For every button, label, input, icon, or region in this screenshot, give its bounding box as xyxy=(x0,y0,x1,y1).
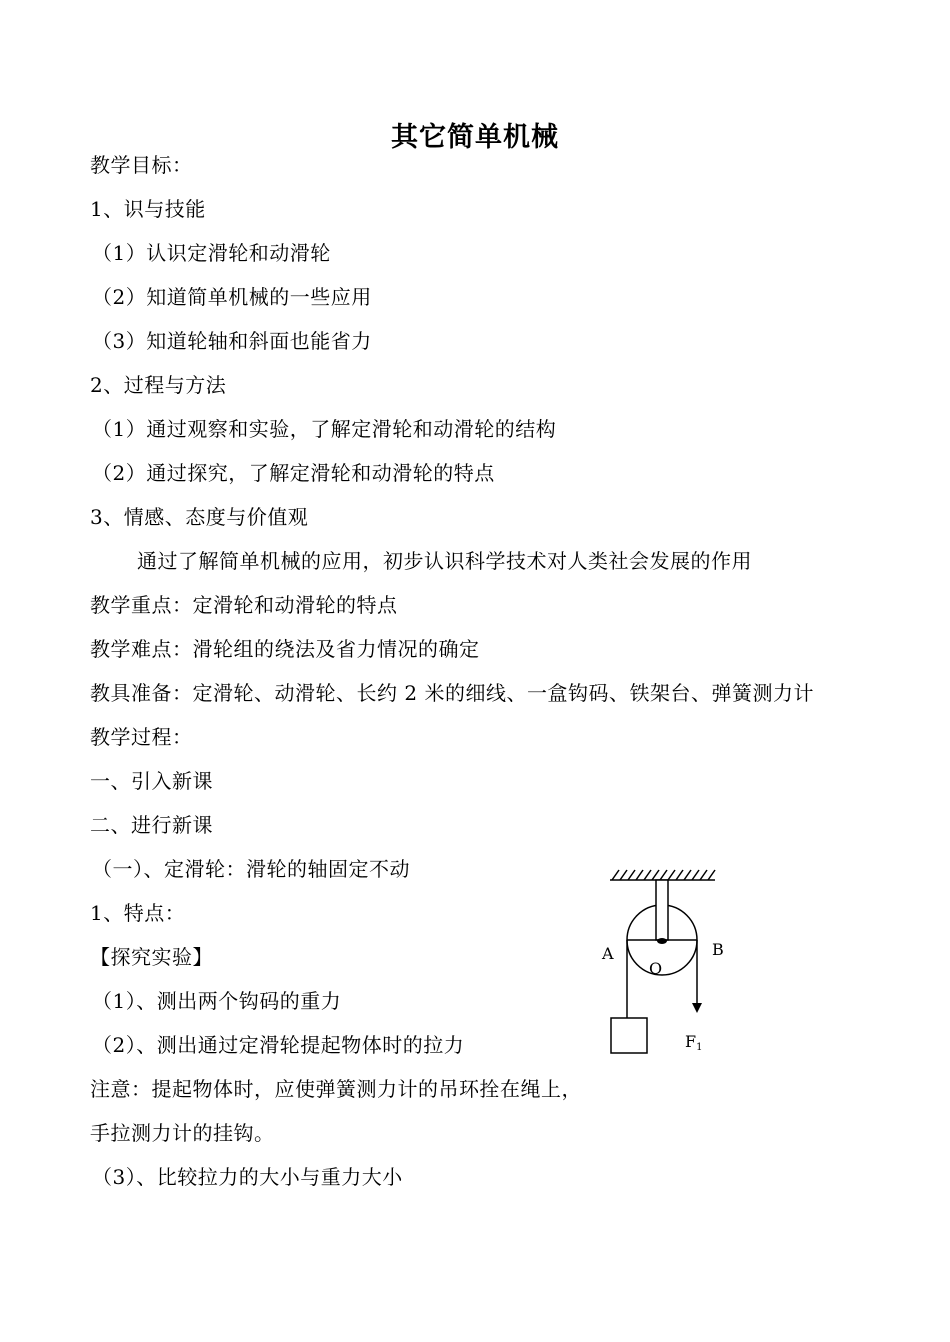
experiment-heading: 【探究实验】 xyxy=(90,945,213,969)
experiment-note: 注意：提起物体时，应使弹簧测力计的吊环拴在绳上， xyxy=(90,1077,582,1101)
fixed-pulley-diagram xyxy=(595,855,730,1070)
objective-heading-process: 2、过程与方法 xyxy=(90,373,227,397)
pulley-axle xyxy=(657,938,667,944)
force-label-subscript: 1 xyxy=(696,1042,703,1053)
section-heading-process: 教学过程： xyxy=(90,725,193,749)
force-arrow-head xyxy=(692,1003,702,1013)
ceiling-hatching xyxy=(610,870,715,880)
section-heading-objectives: 教学目标： xyxy=(90,153,193,177)
force-label xyxy=(685,1032,702,1053)
experiment-step: （3）、比较拉力的大小与重力大小 xyxy=(92,1165,403,1189)
page-title: 其它简单机械 xyxy=(391,122,559,153)
objective-item: （1）认识定滑轮和动滑轮 xyxy=(92,241,331,265)
hanging-weight xyxy=(611,1018,647,1053)
experiment-note-continued: 手拉测力计的挂钩。 xyxy=(90,1121,275,1145)
process-step: 一、引入新课 xyxy=(90,769,213,793)
objective-item: 通过了解简单机械的应用，初步认识科学技术对人类社会发展的作用 xyxy=(137,549,752,573)
objective-item: （2）知道简单机械的一些应用 xyxy=(92,285,372,309)
experiment-step: （2）、测出通过定滑轮提起物体时的拉力 xyxy=(92,1033,465,1057)
feature-heading: 1、特点： xyxy=(90,901,186,925)
point-a-label: A xyxy=(602,944,614,963)
teaching-difficulty: 教学难点：滑轮组的绕法及省力情况的确定 xyxy=(90,637,480,661)
process-step: 二、进行新课 xyxy=(90,813,213,837)
fixed-pulley-definition: （一）、定滑轮：滑轮的轴固定不动 xyxy=(92,857,410,881)
point-o-label: O xyxy=(649,959,663,978)
force-label-letter: F xyxy=(685,1032,697,1051)
experiment-step: （1）、测出两个钩码的重力 xyxy=(92,989,342,1013)
teaching-focus: 教学重点：定滑轮和动滑轮的特点 xyxy=(90,593,398,617)
objective-item: （2）通过探究，了解定滑轮和动滑轮的特点 xyxy=(92,461,495,485)
objective-item: （3）知道轮轴和斜面也能省力 xyxy=(92,329,372,353)
objective-heading-attitude: 3、情感、态度与价值观 xyxy=(90,505,309,529)
pulley-support-bracket xyxy=(656,880,668,940)
objective-item: （1）通过观察和实验，了解定滑轮和动滑轮的结构 xyxy=(92,417,557,441)
teaching-equipment: 教具准备：定滑轮、动滑轮、长约 2 米的细线、一盒钩码、铁架台、弹簧测力计 xyxy=(90,681,814,705)
objective-heading-knowledge: 1、识与技能 xyxy=(90,197,206,221)
point-b-label: B xyxy=(712,940,724,959)
